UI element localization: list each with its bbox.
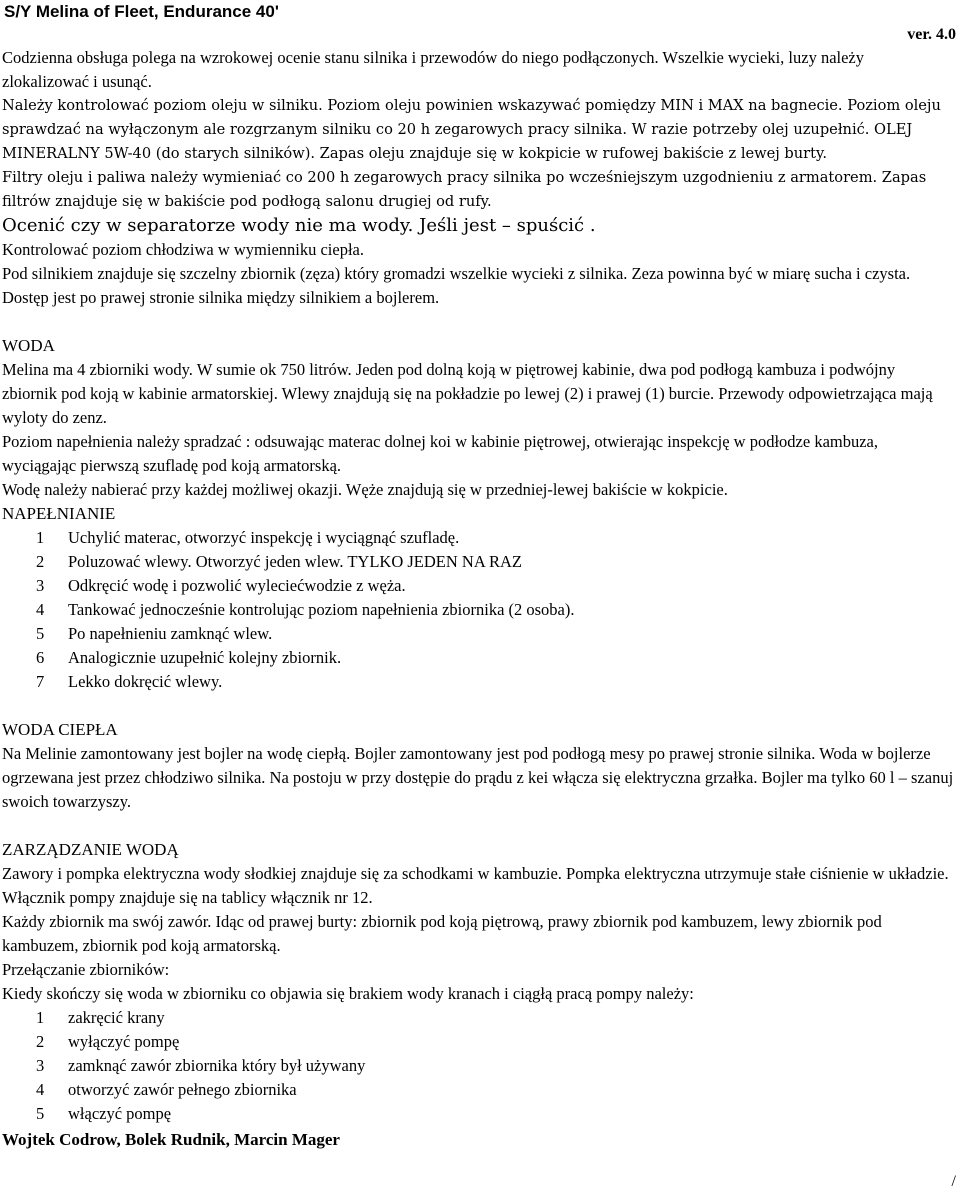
step-text: wyłączyć pompę	[68, 1032, 180, 1051]
management-paragraph-switching-title: Przełączanie zbiorników:	[2, 960, 170, 979]
management-paragraph-pump: Zawory i pompka elektryczna wody słodkiej znajduje się za schodkami w kambuzie. Pompka elektryczna utrzymuje stałe ciśnienie w układzie. Włącznik pompy znajduje się na tablicy włącznik nr 12.	[2, 864, 949, 907]
step-text: Odkręcić wodę i pozwolić wyleciećwodzie z węża.	[68, 576, 406, 595]
list-item	[2, 1102, 954, 1126]
authors-line: Wojtek Codrow, Bolek Rudnik, Marcin Mager	[2, 1130, 340, 1149]
step-text: Analogicznie uzupełnić kolejny zbiornik.	[68, 648, 342, 667]
step-text: zakręcić krany	[68, 1008, 165, 1027]
management-heading: ZARZĄDZANIE WODĄ	[2, 840, 179, 859]
step-number: 5	[36, 624, 45, 643]
hot-water-heading: WODA CIEPŁA	[2, 720, 118, 739]
step-text: Lekko dokręcić wlewy.	[68, 672, 223, 691]
engine-paragraph-inspection: Codzienna obsługa polega na wzrokowej ocenie stanu silnika i przewodów do niego podłączonych. Wszelkie wycieki, luzy należy zlokalizować i usunąć.	[2, 48, 865, 91]
engine-paragraph-separator: Ocenić czy w separatorze wody nie ma wody. Jeśli jest – spuścić .	[2, 215, 596, 236]
step-text: Po napełnieniu zamknąć wlew.	[68, 624, 273, 643]
engine-paragraph-coolant: Kontrolować poziom chłodziwa w wymienniku ciepła.	[2, 240, 364, 259]
list-item	[2, 1054, 954, 1078]
water-paragraph-refill: Wodę należy nabierać przy każdej możliwej okazji. Węże znajdują się w przedniej-lewej bakiście w kokpicie.	[2, 480, 728, 499]
water-paragraph-level: Poziom napełnienia należy spradzać : odsuwając materac dolnej koi w kabinie piętrowej, otwierając inspekcję w podłodze kambuza, wyciągając pierwszą szufladę pod koją armatorską.	[2, 432, 878, 475]
list-item	[2, 1030, 954, 1054]
document-body	[2, 46, 954, 1152]
step-number: 4	[36, 1080, 45, 1099]
step-number: 5	[36, 1104, 45, 1123]
switching-steps-list	[2, 1006, 954, 1126]
hot-water-paragraph: Na Melinie zamontowany jest bojler na wodę ciepłą. Bojler zamontowany jest pod podłogą mesy po prawej stronie silnika. Woda w bojlerze ogrzewana jest przez chłodziwo silnika. Na postoju w przy dostępie do prądu z kei włącza się elektryczna grzałka. Bojler ma tylko 60 l – szanuj swoich towarzyszy.	[2, 744, 954, 811]
water-paragraph-tanks: Melina ma 4 zbiorniki wody. W sumie ok 750 litrów. Jeden pod dolną koją w piętrowej kabinie, dwa pod podłogą kambuza i podwójny zbiornik pod koją w kabinie armatorskiej. Wlewy znajdują się na pokładzie po lewej (2) i prawej (1) burcie. Przewody odpowietrzająca mają wyloty do zenz.	[2, 360, 933, 427]
engine-paragraph-oil: Należy kontrolować poziom oleju w silniku. Poziom oleju powinien wskazywać pomiędzy MIN i MAX na bagnecie. Poziom oleju sprawdzać na wyłączonym ale rozgrzanym silniku co 20 h zegarowych pracy silnika. W razie potrzeby olej uzupełnić. OLEJ MINERALNY 5W-40 (do starych silników). Zapas oleju znajduje się w kokpicie w rufowej bakiście z lewej burty.	[2, 97, 941, 162]
step-number: 3	[36, 1056, 45, 1075]
step-text: Poluzować wlewy. Otworzyć jeden wlew. TYLKO JEDEN NA RAZ	[68, 552, 522, 571]
engine-paragraph-bilge: Pod silnikiem znajduje się szczelny zbiornik (zęza) który gromadzi wszelkie wycieki z silnika. Zeza powinna być w miarę sucha i czysta. Dostęp jest po prawej stronie silnika między silnikiem a bojlerem.	[2, 264, 911, 307]
management-paragraph-switching-intro: Kiedy skończy się woda w zbiorniku co objawia się brakiem wody kranach i ciągłą pracą pompy należy:	[2, 984, 694, 1003]
step-text: zamknąć zawór zbiornika który był używany	[68, 1056, 366, 1075]
step-number: 7	[36, 672, 45, 691]
list-item	[2, 574, 954, 598]
filling-steps-list	[2, 526, 954, 694]
step-text: Tankować jednocześnie kontrolując poziom napełnienia zbiornika (2 osoba).	[68, 600, 575, 619]
list-item	[2, 598, 954, 622]
list-item	[2, 526, 954, 550]
step-number: 1	[36, 1008, 45, 1027]
step-number: 1	[36, 528, 45, 547]
water-heading: WODA	[2, 336, 55, 355]
list-item	[2, 1006, 954, 1030]
list-item	[2, 1078, 954, 1102]
step-text: Uchylić materac, otworzyć inspekcję i wyciągnąć szufladę.	[68, 528, 460, 547]
step-number: 2	[36, 1032, 45, 1051]
management-paragraph-valves: Każdy zbiornik ma swój zawór. Idąc od prawej burty: zbiornik pod koją piętrową, prawy zbiornik pod kambuzem, lewy zbiornik pod kambuzem, zbiornik pod koją armatorską.	[2, 912, 882, 955]
step-text: włączyć pompę	[68, 1104, 172, 1123]
step-number: 4	[36, 600, 45, 619]
step-text: otworzyć zawór pełnego zbiornika	[68, 1080, 297, 1099]
step-number: 3	[36, 576, 45, 595]
list-item	[2, 550, 954, 574]
filling-heading: NAPEŁNIANIE	[2, 504, 116, 523]
document-title: S/Y Melina of Fleet, Endurance 40'	[4, 2, 279, 21]
step-number: 2	[36, 552, 45, 571]
version-label: ver. 4.0	[907, 26, 956, 43]
engine-paragraph-filters: Filtry oleju i paliwa należy wymieniać co 200 h zegarowych pracy silnika po wcześniejszym uzgodnieniu z armatorem. Zapas filtrów znajduje się w bakiście pod podłogą salonu drugiej od rufy.	[2, 169, 927, 210]
step-number: 6	[36, 648, 45, 667]
list-item	[2, 622, 954, 646]
list-item	[2, 646, 954, 670]
list-item	[2, 670, 954, 694]
page-mark: /	[951, 1173, 956, 1190]
